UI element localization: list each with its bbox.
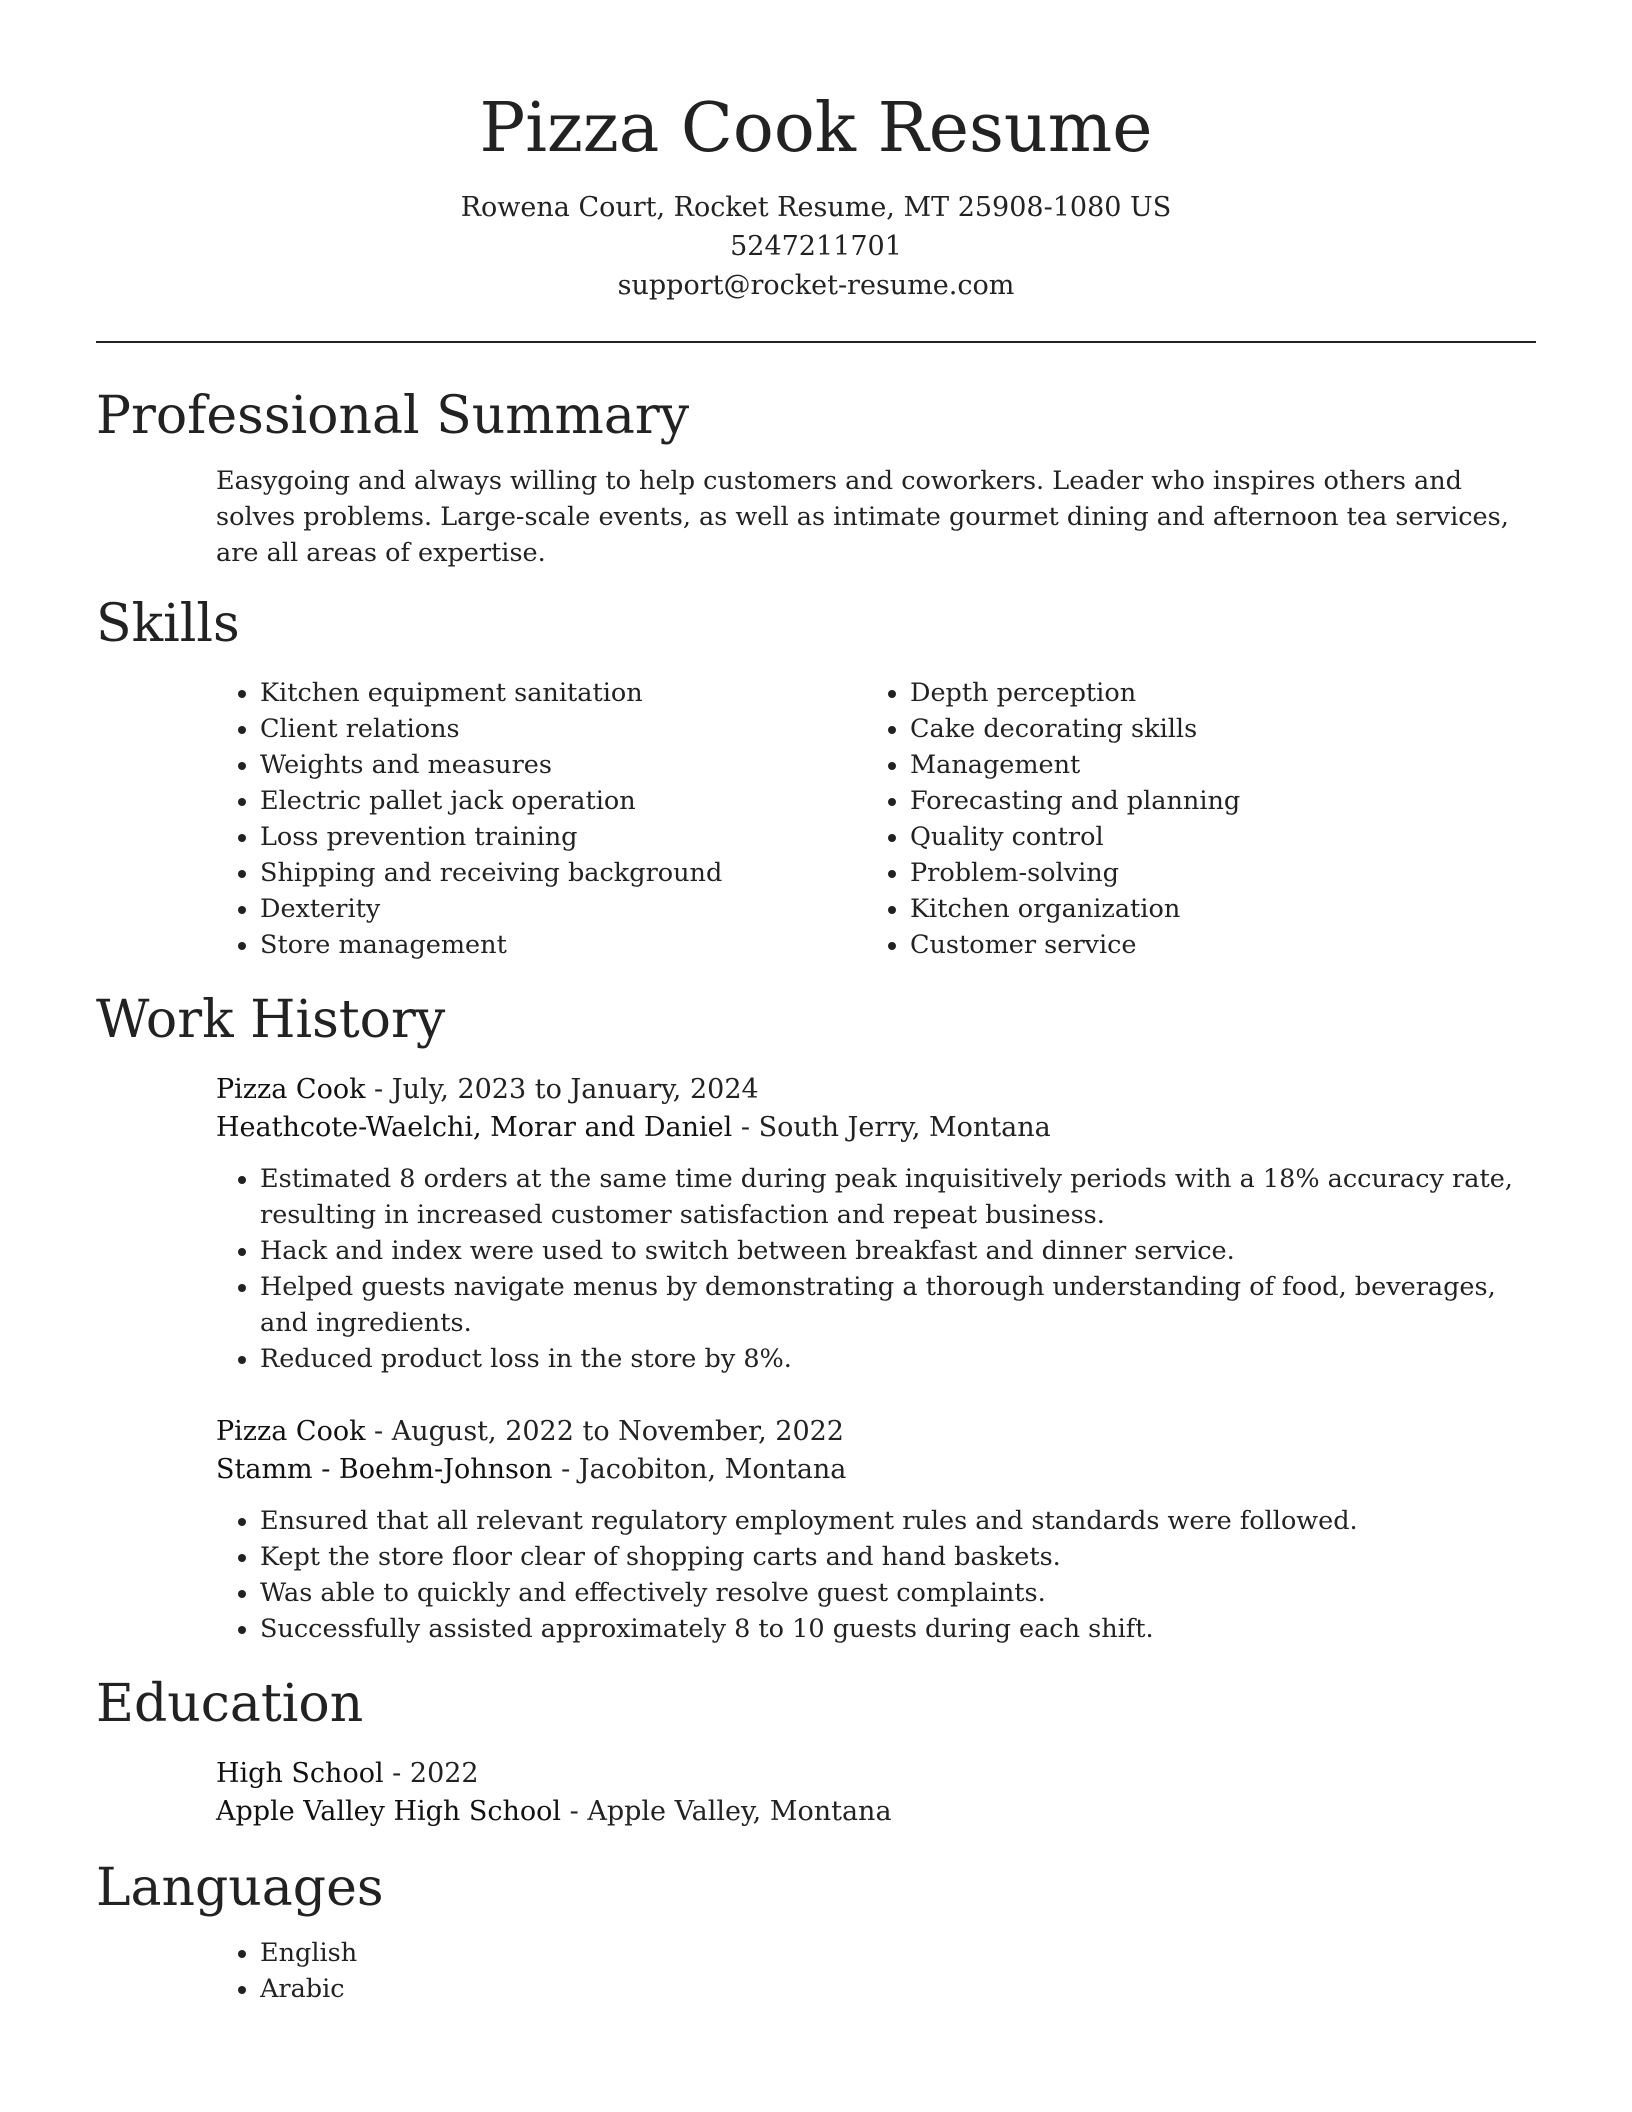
- contact-email: support@rocket-resume.com: [617, 270, 1015, 301]
- separator: -: [365, 1416, 392, 1447]
- education-school: Apple Valley High School: [216, 1796, 562, 1827]
- contact-address: Rowena Court, Rocket Resume, MT 25908-1080 US: [460, 192, 1172, 223]
- job-title: Pizza Cook: [216, 1416, 366, 1447]
- job-bullet: • Helped guests navigate menus by demonstrating a thorough understanding of food, beverages, and ingredients.: [260, 1269, 1516, 1341]
- skill-item: • Management: [910, 747, 1516, 783]
- header-divider: [96, 341, 1536, 343]
- skill-item: • Kitchen equipment sanitation: [260, 675, 866, 711]
- languages-list: [216, 1935, 1536, 2007]
- skills-heading: Skills: [96, 594, 240, 654]
- work-history-heading: Work History: [96, 990, 446, 1050]
- skill-item: • Depth perception: [910, 675, 1516, 711]
- separator: -: [552, 1454, 579, 1485]
- job-company-line: [216, 1451, 1516, 1489]
- job-location: South Jerry, Montana: [758, 1112, 1051, 1143]
- job-bullet: • Successfully assisted approximately 8 to 10 guests during each shift.: [260, 1611, 1516, 1647]
- job-entry: [216, 1071, 1516, 1377]
- skill-item: • Shipping and receiving background: [260, 855, 866, 891]
- job-title-line: [216, 1071, 1516, 1109]
- job-title-line: [216, 1413, 1516, 1451]
- separator: -: [732, 1112, 759, 1143]
- skill-item: • Forecasting and planning: [910, 783, 1516, 819]
- skill-item: • Kitchen organization: [910, 891, 1516, 927]
- education-location: Apple Valley, Montana: [587, 1796, 892, 1827]
- job-entry: [216, 1413, 1516, 1647]
- education-entry: [216, 1755, 1536, 1831]
- skill-item: • Loss prevention training: [260, 819, 866, 855]
- contact-phone: 5247211701: [730, 231, 902, 262]
- summary-text: Easygoing and always willing to help customers and coworkers. Leader who inspires others and solves problems. Large-scale events, as well as intimate gourmet dining and afternoon tea services, are all areas of expertise.: [216, 466, 1509, 568]
- job-bullet: • Hack and index were used to switch between breakfast and dinner service.: [260, 1233, 1516, 1269]
- job-company: Heathcote-Waelchi, Morar and Daniel: [216, 1112, 733, 1143]
- skill-item: • Cake decorating skills: [910, 711, 1516, 747]
- education-section: [96, 1671, 1536, 1831]
- skills-section: [96, 591, 1536, 963]
- skill-item: • Problem-solving: [910, 855, 1516, 891]
- resume-title: Pizza Cook Resume: [479, 89, 1153, 168]
- job-bullet: • Kept the store floor clear of shopping carts and hand baskets.: [260, 1539, 1516, 1575]
- skills-columns: [216, 675, 1516, 963]
- skill-item: • Dexterity: [260, 891, 866, 927]
- job-company: Stamm - Boehm-Johnson: [216, 1454, 553, 1485]
- job-bullets: [216, 1503, 1516, 1647]
- education-degree-line: [216, 1755, 1536, 1793]
- summary-heading: Professional Summary: [96, 386, 690, 446]
- skill-item: • Weights and measures: [260, 747, 866, 783]
- job-dates: August, 2022 to November, 2022: [391, 1416, 844, 1447]
- languages-heading: Languages: [96, 1858, 384, 1918]
- skills-list-left: [216, 675, 866, 963]
- job-location: Jacobiton, Montana: [578, 1454, 847, 1485]
- contact-block: [96, 188, 1536, 305]
- job-bullet: • Reduced product loss in the store by 8%.: [260, 1341, 1516, 1377]
- education-school-line: [216, 1793, 1536, 1831]
- resume-page: [96, 0, 1536, 2007]
- summary-section: [96, 383, 1536, 571]
- job-bullet: • Estimated 8 orders at the same time during peak inquisitively periods with a 18% accuracy rate, resulting in increased customer satisfaction and repeat business.: [260, 1161, 1516, 1233]
- job-title: Pizza Cook: [216, 1074, 366, 1105]
- skill-item: • Store management: [260, 927, 866, 963]
- separator: -: [365, 1074, 392, 1105]
- skills-list-right: [866, 675, 1516, 963]
- language-item: • Arabic: [260, 1971, 1536, 2007]
- skill-item: • Customer service: [910, 927, 1516, 963]
- job-dates: July, 2023 to January, 2024: [391, 1074, 759, 1105]
- skill-item: • Quality control: [910, 819, 1516, 855]
- education-degree: High School: [216, 1758, 384, 1789]
- language-item: • English: [260, 1935, 1536, 1971]
- resume-header: [96, 0, 1536, 305]
- separator: -: [561, 1796, 588, 1827]
- work-history-section: [96, 987, 1536, 1647]
- skill-item: • Electric pallet jack operation: [260, 783, 866, 819]
- job-company-line: [216, 1109, 1516, 1147]
- job-bullets: [216, 1161, 1516, 1377]
- job-bullet: • Was able to quickly and effectively resolve guest complaints.: [260, 1575, 1516, 1611]
- education-year: 2022: [409, 1758, 479, 1789]
- education-heading: Education: [96, 1674, 364, 1734]
- job-bullet: • Ensured that all relevant regulatory employment rules and standards were followed.: [260, 1503, 1516, 1539]
- languages-section: [96, 1855, 1536, 2007]
- skill-item: • Client relations: [260, 711, 866, 747]
- separator: -: [383, 1758, 410, 1789]
